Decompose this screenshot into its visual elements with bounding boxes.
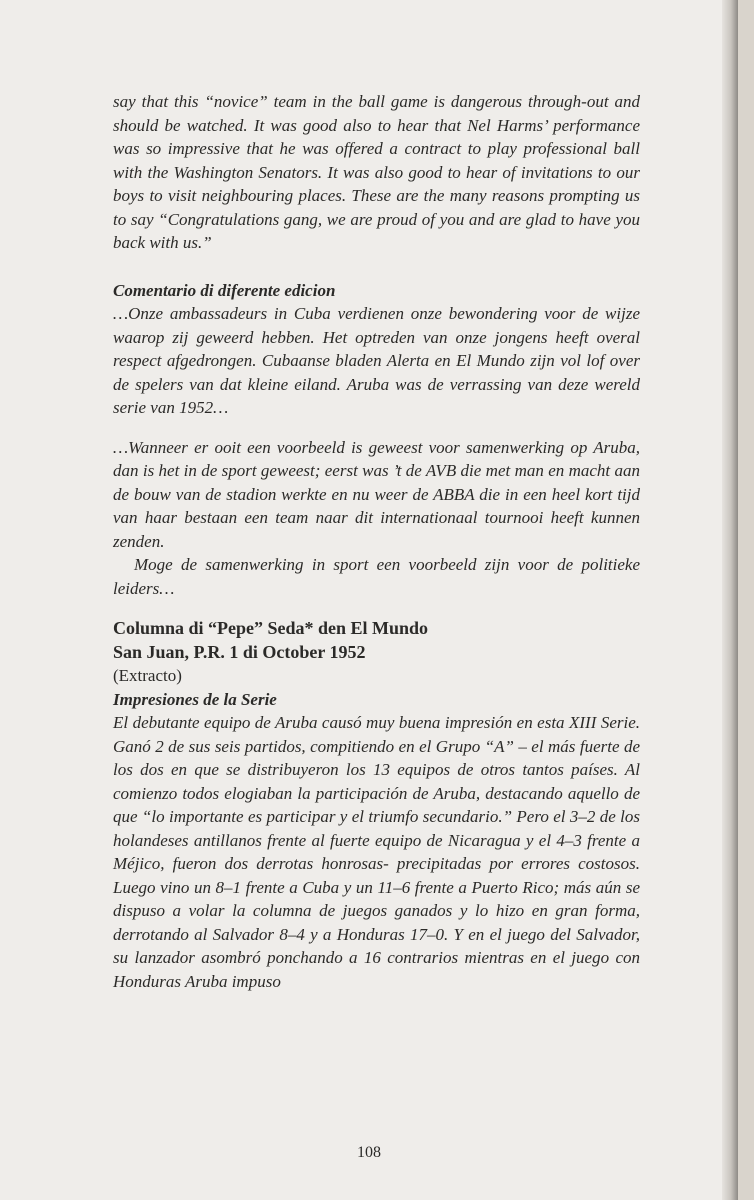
section-heading-comentario: Comentario di diferente edicion [113,280,336,300]
page-edge-shadow [722,0,738,1200]
paragraph-dutch-2: …Wanneer er ooit een voorbeeld is geweest voor samenwerking op Aruba, dan is het in de sport geweest; eerst was ’t de AVB die met man en macht aan de bouw van de stadion werkte en nu weer de ABBA die in een heel kort tijd van haar bestaan een team naar dit internationaal tournooi heeft kunnen zenden. [113,437,640,551]
article-title-line-2: San Juan, P.R. 1 di October 1952 [113,642,366,662]
paragraph-spanish: El debutante equipo de Aruba causó muy buena impresión en esta XIII Serie. Ganó 2 de sus seis partidos, compitiendo en el Grupo “A” – el más fuerte de los dos en que se distribuyeron los 13 equipos de otros tantos países. Al comienzo todos elogiaban la participación de Aruba, destacando aquello de que “lo importante es participar y el triumfo secundario.” Pero el 3–2 de los holandeses antillanos frente al fuerte equipo de Nicaragua y el 4–3 frente a Méjico, fueron dos derrotas honrosas- precipitadas por errores costosos. Luego vino un 8–1 frente a Cuba y un 11–6 frente a Puerto Rico; más aún se dispuso a volar la columna de juegos ganados y lo hizo en gran forma, derrotando al Salvador 8–4 y a Honduras 17–0. Y en el juego del Salvador, su lanzador asombró ponchando a 16 contrarios mientras en el juego con Honduras Aruba impuso [113,713,640,991]
paragraph-english-editorial: say that this “novice” team in the ball game is dangerous through-out and should be watched. It was good also to hear that Nel Harms’ performance was so impressive that he was offered a contract to play professional ball with the Washington Senators. It was also good to hear of invitations to our boys to visit neighbouring places. These are the many reasons prompting us to say “Congratulations gang, we are proud of you and are glad to have you back with us.” [113,92,640,252]
page-number: 108 [357,1144,381,1161]
section-heading-impresiones: Impresiones de la Serie [113,689,277,709]
paragraph-dutch-3: Moge de samenwerking in sport een voorbeeld zijn voor de politieke leiders… [113,555,640,598]
extracto-label: (Extracto) [113,666,182,685]
page-body [113,90,640,993]
paragraph-dutch-1: …Onze ambassadeurs in Cuba verdienen onze bewondering voor de wijze waarop zij geweerd hebben. Het optreden van onze jongens heeft overal respect afgedrongen. Cubaanse bladen Alerta en El Mundo zijn vol lof over de spelers van dat kleine eiland. Aruba was de verrassing van deze wereld serie van 1952… [113,304,640,417]
article-title-line-1: Columna di “Pepe” Seda* den El Mundo [113,618,429,638]
